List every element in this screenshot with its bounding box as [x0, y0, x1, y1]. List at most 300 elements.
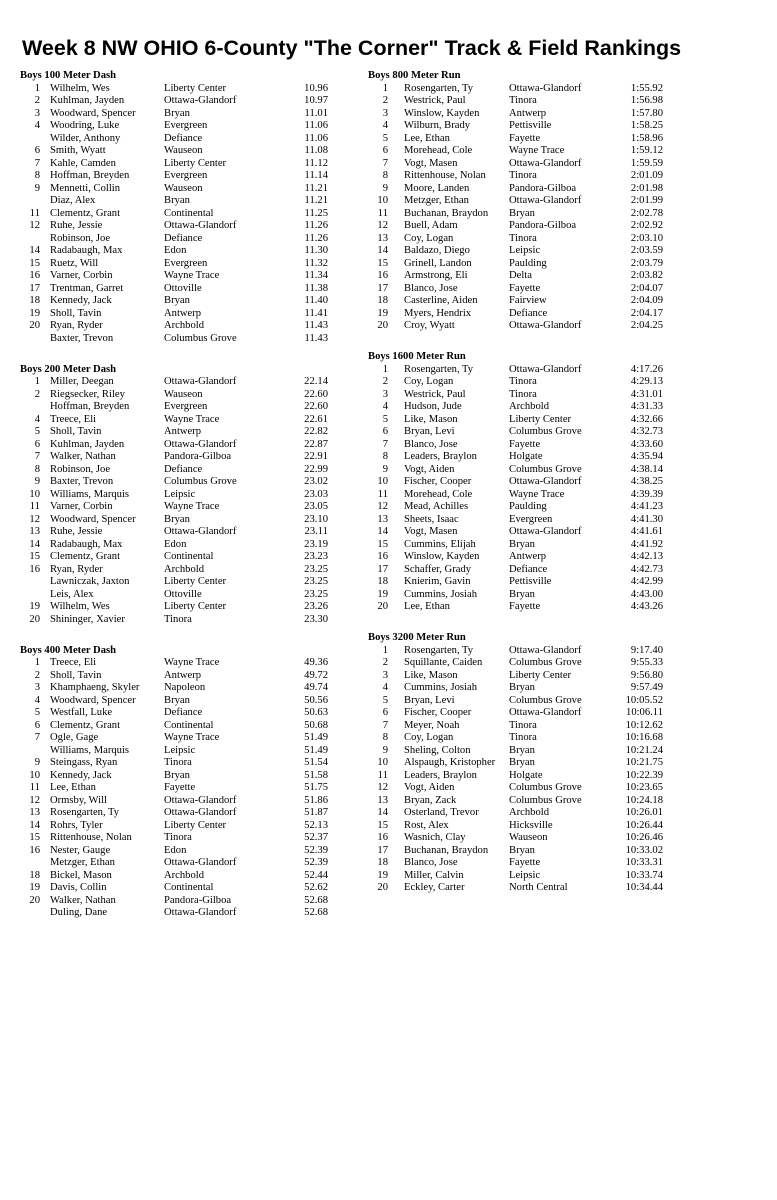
ranking-row	[20, 845, 340, 858]
ranking-row	[20, 895, 340, 908]
school: Ottawa-Glandorf	[509, 644, 582, 656]
rank: 16	[29, 563, 40, 575]
school: Wauseon	[164, 388, 203, 400]
school: Bryan	[509, 538, 535, 550]
mark: 10:34.44	[625, 882, 663, 893]
ranking-row	[20, 270, 340, 283]
school: Bryan	[509, 588, 535, 600]
ranking-row	[368, 576, 673, 589]
rank: 13	[29, 526, 40, 537]
mark: 23.11	[304, 526, 328, 537]
athlete-name: Buell, Adam	[404, 220, 458, 231]
ranking-row	[368, 720, 673, 733]
ranking-row	[368, 283, 673, 296]
school: Liberty Center	[509, 669, 572, 681]
rank: 8	[34, 170, 40, 181]
event-title: Boys 800 Meter Run	[368, 70, 461, 81]
mark: 49.74	[304, 682, 328, 693]
mark: 2:03.10	[630, 232, 663, 244]
rank: 6	[34, 719, 40, 731]
rank: 16	[377, 832, 388, 843]
school: Pandora-Gilboa	[164, 894, 232, 906]
rank: 14	[29, 538, 40, 550]
ranking-row	[20, 501, 340, 514]
ranking-row	[368, 514, 673, 527]
mark: 10:12.62	[625, 719, 663, 731]
rank: 3	[382, 669, 388, 681]
athlete-name: Trentman, Garret	[50, 282, 124, 294]
school: Archbold	[509, 807, 550, 818]
rank: 1	[34, 82, 40, 94]
ranking-row	[20, 720, 340, 733]
athlete-name: Clementz, Grant	[50, 719, 121, 731]
mark: 4:31.01	[630, 388, 663, 400]
ranking-row	[368, 170, 673, 183]
rank: 17	[377, 844, 388, 856]
school: Bryan	[509, 682, 535, 693]
rank: 15	[377, 538, 388, 550]
mark: 4:41.23	[630, 501, 663, 512]
ranking-row	[368, 832, 673, 845]
ranking-row	[20, 770, 340, 783]
athlete-name: Buchanan, Braydon	[404, 844, 489, 856]
athlete-name: Bryan, Zack	[404, 794, 457, 806]
rank: 14	[29, 819, 40, 831]
athlete-name: Casterline, Aiden	[404, 295, 478, 306]
mark: 4:29.13	[630, 376, 663, 387]
mark: 4:39.39	[630, 488, 663, 500]
ranking-row	[20, 195, 340, 208]
mark: 50.68	[304, 719, 328, 731]
rank: 7	[34, 451, 40, 462]
athlete-name: Bryan, Levi	[404, 694, 455, 706]
school: Archbold	[509, 401, 550, 412]
athlete-name: Kuhlman, Jayden	[50, 95, 125, 106]
school: Continental	[164, 207, 214, 219]
school: Tinora	[509, 170, 537, 181]
school: Ottawa-Glandorf	[509, 476, 582, 487]
rank: 2	[34, 388, 40, 400]
ranking-row	[20, 476, 340, 489]
athlete-name: Wilburn, Brady	[404, 120, 471, 131]
ranking-row	[20, 389, 340, 402]
event-title: Boys 1600 Meter Run	[368, 351, 466, 362]
ranking-row	[20, 320, 340, 333]
rank: 20	[29, 894, 40, 906]
school: Ottawa-Glandorf	[509, 363, 582, 375]
athlete-name: Cummins, Josiah	[404, 588, 477, 600]
ranking-row	[368, 870, 673, 883]
mark: 11.43	[304, 320, 328, 331]
school: Wayne Trace	[164, 413, 220, 425]
mark: 22.61	[304, 413, 328, 425]
rank: 5	[382, 132, 388, 144]
mark: 11.26	[304, 232, 328, 244]
ranking-row	[20, 514, 340, 527]
ranking-row	[20, 576, 340, 589]
ranking-row	[368, 657, 673, 670]
mark: 2:01.98	[630, 182, 663, 194]
rank: 2	[34, 95, 40, 106]
ranking-row	[368, 682, 673, 695]
school: Columbus Grove	[509, 657, 582, 668]
ranking-row	[20, 601, 340, 614]
ranking-row	[368, 745, 673, 758]
ranking-row	[20, 401, 340, 414]
school: Columbus Grove	[509, 794, 582, 806]
school: Ottawa-Glandorf	[509, 195, 582, 206]
athlete-name: Moore, Landen	[404, 182, 470, 194]
rank: 12	[29, 513, 40, 525]
ranking-row	[20, 807, 340, 820]
mark: 10:16.68	[625, 732, 663, 743]
ranking-row	[20, 614, 340, 627]
athlete-name: Myers, Hendrix	[404, 307, 472, 319]
athlete-name: Kahle, Camden	[50, 157, 116, 169]
ranking-row	[368, 83, 673, 96]
rank: 18	[29, 869, 40, 881]
school: Bryan	[509, 744, 535, 756]
mark: 11.26	[304, 220, 328, 231]
mark: 9:57.49	[630, 682, 663, 693]
athlete-name: Clementz, Grant	[50, 551, 121, 562]
rank: 16	[377, 551, 388, 562]
mark: 22.99	[304, 463, 328, 475]
athlete-name: Blanco, Jose	[404, 282, 458, 294]
school: Bryan	[509, 757, 535, 768]
athlete-name: Davis, Collin	[50, 882, 107, 893]
ranking-row	[20, 682, 340, 695]
school: Archbold	[164, 320, 205, 331]
school: Antwerp	[509, 551, 547, 562]
rank: 2	[382, 95, 388, 106]
athlete-name: Vogt, Aiden	[404, 463, 455, 475]
mark: 52.68	[304, 907, 328, 918]
school: Columbus Grove	[509, 463, 582, 475]
ranking-row	[20, 333, 340, 346]
ranking-row	[368, 208, 673, 221]
mark: 11.34	[304, 270, 328, 281]
mark: 1:58.96	[630, 132, 663, 144]
athlete-name: Williams, Marquis	[50, 744, 130, 756]
ranking-row	[368, 670, 673, 683]
school: Ottawa-Glandorf	[164, 438, 237, 450]
ranking-row	[368, 120, 673, 133]
ranking-row	[368, 451, 673, 464]
school: Pettisville	[509, 120, 552, 131]
mark: 2:01.99	[630, 195, 663, 206]
event-section	[368, 70, 673, 333]
athlete-name: Kennedy, Jack	[50, 295, 112, 306]
rank: 8	[34, 463, 40, 475]
ranking-row	[368, 601, 673, 614]
athlete-name: Vogt, Aiden	[404, 782, 455, 793]
athlete-name: Croy, Wyatt	[404, 320, 455, 331]
ranking-row	[368, 645, 673, 658]
mark: 23.05	[304, 501, 328, 512]
mark: 51.75	[304, 782, 328, 793]
mark: 11.41	[304, 307, 328, 319]
school: Pandora-Gilboa	[509, 182, 577, 194]
rank: 7	[34, 157, 40, 169]
athlete-name: Sheling, Colton	[404, 744, 471, 756]
ranking-row	[20, 782, 340, 795]
athlete-name: Rosengarten, Ty	[404, 644, 474, 656]
athlete-name: Like, Mason	[404, 669, 458, 681]
ranking-row	[20, 757, 340, 770]
ranking-row	[368, 564, 673, 577]
rank: 3	[382, 388, 388, 400]
athlete-name: Osterland, Trevor	[404, 807, 479, 818]
rank: 12	[377, 782, 388, 793]
event-title: Boys 100 Meter Dash	[20, 70, 117, 81]
rank: 11	[29, 782, 40, 793]
rank: 18	[377, 295, 388, 306]
rank: 6	[382, 426, 388, 437]
ranking-row	[20, 795, 340, 808]
rank: 12	[29, 794, 40, 806]
mark: 2:04.07	[630, 282, 663, 294]
rank: 20	[377, 882, 388, 893]
mark: 52.39	[304, 857, 328, 868]
rank: 20	[29, 320, 40, 331]
event-title: Boys 400 Meter Dash	[20, 644, 117, 656]
athlete-name: Smith, Wyatt	[50, 145, 106, 156]
athlete-name: Hoffman, Breyden	[50, 170, 130, 181]
school: Ottawa-Glandorf	[164, 857, 237, 868]
athlete-name: Varner, Corbin	[50, 501, 113, 512]
athlete-name: Diaz, Alex	[50, 195, 96, 206]
school: Continental	[164, 551, 214, 562]
school: Napoleon	[164, 682, 206, 693]
mark: 11.30	[304, 245, 328, 256]
ranking-row	[20, 657, 340, 670]
athlete-name: Hoffman, Breyden	[50, 401, 130, 412]
athlete-name: Sholl, Tavin	[50, 426, 102, 437]
athlete-name: Cummins, Elijah	[404, 538, 476, 550]
rank: 4	[382, 682, 388, 693]
ranking-row	[20, 233, 340, 246]
event-section	[20, 645, 340, 920]
mark: 50.63	[304, 707, 328, 718]
ranking-row	[368, 551, 673, 564]
ranking-row	[20, 589, 340, 602]
athlete-name: Lee, Ethan	[404, 601, 450, 612]
ranking-row	[20, 295, 340, 308]
school: Ottawa-Glandorf	[509, 320, 582, 331]
mark: 4:42.99	[630, 576, 663, 587]
mark: 51.86	[304, 794, 328, 806]
mark: 23.03	[304, 488, 328, 500]
school: Defiance	[509, 563, 548, 575]
athlete-name: Hudson, Jude	[404, 401, 462, 412]
school: Antwerp	[164, 426, 202, 437]
rank: 6	[382, 707, 388, 718]
ranking-row	[368, 857, 673, 870]
mark: 2:03.79	[630, 257, 663, 269]
school: Ottawa-Glandorf	[164, 807, 237, 818]
school: Ottoville	[164, 282, 202, 294]
rank: 4	[382, 401, 388, 412]
ranking-row	[368, 295, 673, 308]
mark: 52.37	[304, 832, 328, 843]
mark: 49.36	[304, 657, 328, 668]
rank: 3	[34, 107, 40, 119]
rank: 6	[34, 438, 40, 450]
ranking-row	[368, 882, 673, 895]
mark: 4:43.00	[630, 588, 663, 600]
school: Ottawa-Glandorf	[164, 220, 237, 231]
ranking-row	[368, 695, 673, 708]
school: Wayne Trace	[509, 488, 565, 500]
school: Fayette	[509, 438, 541, 450]
right-column	[368, 70, 673, 913]
school: Evergreen	[164, 257, 208, 269]
mark: 22.82	[304, 426, 328, 437]
school: Defiance	[164, 132, 203, 144]
ranking-row	[368, 439, 673, 452]
rank: 14	[29, 245, 40, 256]
rank: 18	[29, 295, 40, 306]
mark: 51.87	[304, 807, 328, 818]
athlete-name: Baxter, Trevon	[50, 332, 114, 344]
rank: 6	[34, 145, 40, 156]
mark: 23.02	[304, 476, 328, 487]
athlete-name: Blanco, Jose	[404, 857, 458, 868]
mark: 10.97	[304, 95, 328, 106]
school: Bryan	[164, 107, 190, 119]
rank: 14	[377, 245, 388, 256]
rank: 18	[377, 857, 388, 868]
rank: 18	[377, 576, 388, 587]
ranking-row	[20, 95, 340, 108]
ranking-row	[368, 233, 673, 246]
athlete-name: Baldazo, Diego	[404, 245, 470, 256]
school: Tinora	[509, 95, 537, 106]
school: Wayne Trace	[164, 657, 220, 668]
school: Bryan	[164, 513, 190, 525]
athlete-name: Miller, Calvin	[404, 869, 464, 881]
ranking-row	[368, 195, 673, 208]
ranking-row	[368, 489, 673, 502]
athlete-name: Blanco, Jose	[404, 438, 458, 450]
school: Ottawa-Glandorf	[164, 95, 237, 106]
mark: 2:02.92	[630, 220, 663, 231]
mark: 22.14	[304, 376, 328, 387]
rank: 8	[382, 732, 388, 743]
athlete-name: Ryan, Ryder	[50, 563, 103, 575]
school: Continental	[164, 882, 214, 893]
rank: 11	[377, 488, 388, 500]
school: Leipsic	[509, 245, 541, 256]
mark: 1:57.80	[630, 107, 663, 119]
school: Ottoville	[164, 588, 202, 600]
mark: 2:04.17	[630, 307, 663, 319]
ranking-row	[20, 145, 340, 158]
athlete-name: Ruhe, Jessie	[50, 526, 103, 537]
mark: 2:04.09	[630, 295, 663, 306]
rank: 10	[377, 195, 388, 206]
ranking-row	[368, 757, 673, 770]
school: Ottawa-Glandorf	[509, 82, 582, 94]
rank: 19	[29, 601, 40, 612]
rank: 7	[382, 157, 388, 169]
ranking-row	[20, 108, 340, 121]
mark: 23.19	[304, 538, 328, 550]
mark: 51.58	[304, 769, 328, 781]
mark: 2:03.59	[630, 245, 663, 256]
mark: 52.44	[304, 869, 328, 881]
mark: 11.12	[304, 157, 328, 169]
school: Tinora	[164, 757, 192, 768]
ranking-row	[20, 183, 340, 196]
athlete-name: Vogt, Masen	[404, 526, 458, 537]
school: Wayne Trace	[164, 270, 220, 281]
mark: 10:26.01	[625, 807, 663, 818]
mark: 11.32	[304, 257, 328, 269]
school: Ottawa-Glandorf	[509, 707, 582, 718]
athlete-name: Meyer, Noah	[404, 719, 460, 731]
rank: 4	[34, 120, 40, 131]
school: Tinora	[509, 388, 537, 400]
athlete-name: Lee, Ethan	[50, 782, 96, 793]
athlete-name: Steingass, Ryan	[50, 757, 118, 768]
school: Bryan	[509, 844, 535, 856]
athlete-name: Schaffer, Grady	[404, 563, 472, 575]
school: Wayne Trace	[509, 145, 565, 156]
rank: 1	[382, 363, 388, 375]
school: Defiance	[509, 307, 548, 319]
rank: 1	[382, 644, 388, 656]
school: Paulding	[509, 257, 547, 269]
ranking-row	[368, 476, 673, 489]
athlete-name: Ogle, Gage	[50, 732, 99, 743]
athlete-name: Bryan, Levi	[404, 426, 455, 437]
ranking-row	[20, 439, 340, 452]
mark: 22.87	[304, 438, 328, 450]
mark: 11.21	[304, 195, 328, 206]
mark: 11.06	[304, 120, 328, 131]
rank: 7	[382, 438, 388, 450]
mark: 4:32.73	[630, 426, 663, 437]
ranking-row	[20, 707, 340, 720]
school: Ottawa-Glandorf	[509, 157, 582, 169]
mark: 10:26.44	[625, 819, 663, 831]
mark: 22.60	[304, 388, 328, 400]
ranking-row	[20, 820, 340, 833]
rank: 4	[34, 694, 40, 706]
school: Ottawa-Glandorf	[164, 526, 237, 537]
school: Fayette	[509, 857, 541, 868]
athlete-name: Wilder, Anthony	[50, 132, 121, 144]
ranking-row	[20, 882, 340, 895]
school: Defiance	[164, 232, 203, 244]
rank: 20	[29, 613, 40, 625]
event-section	[368, 632, 673, 895]
school: Evergreen	[164, 401, 208, 412]
rank: 12	[29, 220, 40, 231]
ranking-row	[20, 464, 340, 477]
school: Liberty Center	[164, 601, 227, 612]
ranking-row	[368, 270, 673, 283]
mark: 9:56.80	[630, 669, 663, 681]
rank: 13	[377, 513, 388, 525]
school: Ottawa-Glandorf	[164, 907, 237, 918]
ranking-row	[368, 464, 673, 477]
mark: 4:32.66	[630, 413, 663, 425]
school: Evergreen	[164, 170, 208, 181]
mark: 4:33.60	[630, 438, 663, 450]
